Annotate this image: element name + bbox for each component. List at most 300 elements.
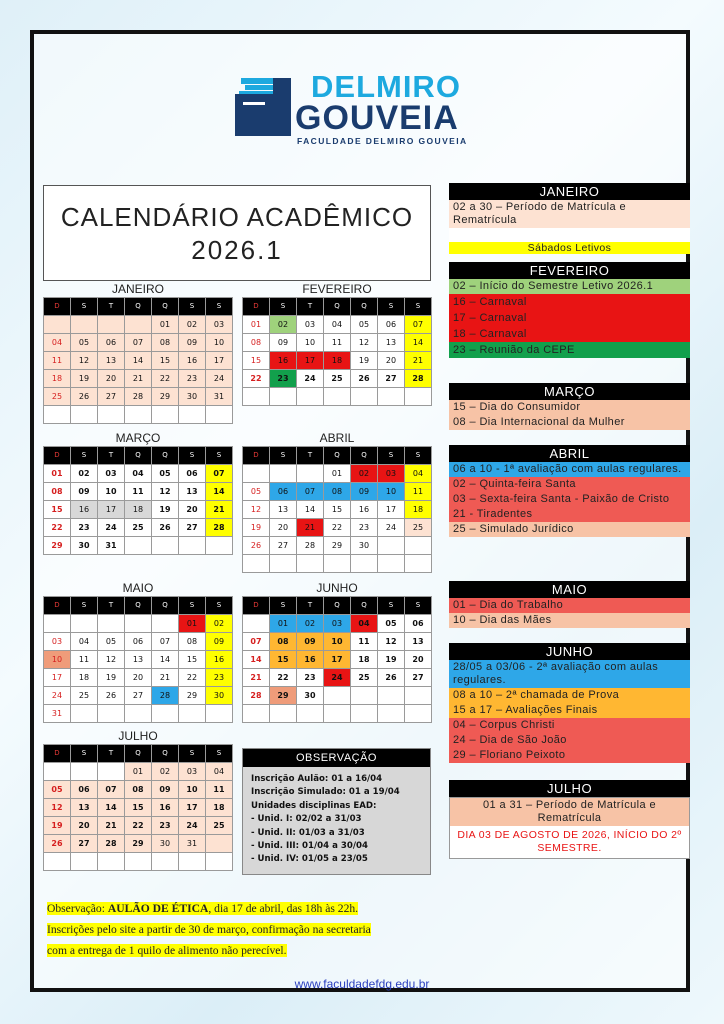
calendar-day: 01 bbox=[44, 465, 71, 483]
calendar-day: 03 bbox=[179, 763, 206, 781]
calendar-empty-cell bbox=[270, 555, 297, 573]
weekday-header: Q bbox=[152, 298, 179, 316]
calendar-day: 24 bbox=[297, 370, 324, 388]
logo-subtitle: FACULDADE DELMIRO GOUVEIA bbox=[297, 136, 468, 146]
calendar-day: 13 bbox=[179, 483, 206, 501]
event-item: 24 – Dia de São João bbox=[449, 733, 690, 748]
calendar-empty-cell bbox=[378, 537, 405, 555]
month-name: JANEIRO bbox=[111, 282, 164, 296]
weekday-header: S bbox=[206, 447, 233, 465]
calendar-day: 31 bbox=[44, 705, 71, 723]
event-item: 06 a 10 - 1ª avaliação com aulas regulares. bbox=[449, 462, 690, 477]
calendar-empty-cell bbox=[243, 388, 270, 406]
calendar-empty-cell bbox=[71, 316, 98, 334]
logo-title-1: DELMIRO bbox=[311, 69, 461, 104]
calendar-day: 19 bbox=[44, 817, 71, 835]
calendar-empty-cell bbox=[206, 537, 233, 555]
calendar-day: 06 bbox=[125, 633, 152, 651]
calendar-day: 02 bbox=[351, 465, 378, 483]
events-julho bbox=[449, 780, 690, 859]
weekday-header: Q bbox=[351, 447, 378, 465]
calendar-day: 22 bbox=[44, 519, 71, 537]
calendar-day: 26 bbox=[44, 835, 71, 853]
calendar-day: 22 bbox=[324, 519, 351, 537]
calendar-day: 24 bbox=[44, 687, 71, 705]
event-item: 02 a 30 – Período de Matrícula e Rematrícula bbox=[449, 200, 690, 228]
calendar-day: 14 bbox=[243, 651, 270, 669]
calendar-day: 27 bbox=[270, 537, 297, 555]
calendar-day: 14 bbox=[297, 501, 324, 519]
weekday-header: D bbox=[44, 597, 71, 615]
calendar-day: 20 bbox=[71, 817, 98, 835]
weekday-header: Q bbox=[125, 447, 152, 465]
calendar-day: 06 bbox=[378, 316, 405, 334]
calendar-day: 11 bbox=[71, 651, 98, 669]
calendar-day: 25 bbox=[71, 687, 98, 705]
calendar-day: 16 bbox=[270, 352, 297, 370]
calendar-empty-cell bbox=[71, 615, 98, 633]
event-item: 29 – Floriano Peixoto bbox=[449, 748, 690, 763]
calendar-day: 02 bbox=[179, 316, 206, 334]
calendar-day: 19 bbox=[71, 370, 98, 388]
event-item: 21 - Tiradentes bbox=[449, 507, 690, 522]
calendar-day: 27 bbox=[98, 388, 125, 406]
page-subtitle: 2026.1 bbox=[191, 235, 283, 265]
calendar-day: 10 bbox=[206, 334, 233, 352]
calendar-empty-cell bbox=[351, 705, 378, 723]
calendar-day: 14 bbox=[152, 651, 179, 669]
weekday-header: Q bbox=[125, 597, 152, 615]
calendar-day: 05 bbox=[71, 334, 98, 352]
calendar-day: 12 bbox=[98, 651, 125, 669]
calendar-day: 25 bbox=[351, 669, 378, 687]
calendar-day: 20 bbox=[179, 501, 206, 519]
calendar-day: 24 bbox=[98, 519, 125, 537]
event-item: 15 – Dia do Consumidor bbox=[449, 400, 690, 415]
calendar-day: 09 bbox=[206, 633, 233, 651]
calendar-day: 27 bbox=[378, 370, 405, 388]
calendar-empty-cell bbox=[98, 316, 125, 334]
calendar-empty-cell bbox=[270, 388, 297, 406]
weekday-header: D bbox=[243, 597, 270, 615]
calendar-day: 06 bbox=[98, 334, 125, 352]
calendar-day: 14 bbox=[405, 334, 432, 352]
calendar-marco bbox=[43, 430, 233, 555]
weekday-header: T bbox=[297, 447, 324, 465]
events-junho bbox=[449, 643, 690, 763]
calendar-empty-cell bbox=[243, 705, 270, 723]
calendar-day: 11 bbox=[405, 483, 432, 501]
calendar-empty-cell bbox=[270, 465, 297, 483]
calendar-empty-cell bbox=[44, 763, 71, 781]
calendar-day: 07 bbox=[125, 334, 152, 352]
calendar-day: 09 bbox=[351, 483, 378, 501]
events-marco bbox=[449, 383, 690, 430]
calendar-day: 10 bbox=[378, 483, 405, 501]
website-link[interactable]: www.faculdadefdg.edu.br bbox=[294, 977, 430, 991]
weekday-header: D bbox=[243, 298, 270, 316]
calendar-day: 17 bbox=[44, 669, 71, 687]
calendar-julho bbox=[43, 728, 233, 871]
calendar-empty-cell bbox=[270, 705, 297, 723]
calendar-day: 17 bbox=[179, 799, 206, 817]
aulao-note bbox=[47, 898, 387, 961]
calendar-day: 04 bbox=[125, 465, 152, 483]
calendar-day: 18 bbox=[405, 501, 432, 519]
calendar-day: 28 bbox=[152, 687, 179, 705]
month-grid bbox=[43, 744, 233, 871]
events-header: JULHO bbox=[449, 780, 690, 797]
calendar-day: 02 bbox=[270, 316, 297, 334]
note-prefix: Observação: bbox=[47, 902, 108, 915]
weekday-header: S bbox=[405, 447, 432, 465]
calendar-empty-cell bbox=[98, 705, 125, 723]
calendar-day: 10 bbox=[98, 483, 125, 501]
calendar-day: 22 bbox=[152, 370, 179, 388]
calendar-day: 09 bbox=[152, 781, 179, 799]
calendar-day: 25 bbox=[324, 370, 351, 388]
calendar-day: 29 bbox=[179, 687, 206, 705]
events-header: JANEIRO bbox=[449, 183, 690, 200]
weekday-header: S bbox=[71, 597, 98, 615]
calendar-day: 19 bbox=[243, 519, 270, 537]
calendar-day: 07 bbox=[243, 633, 270, 651]
event-item: 18 – Carnaval bbox=[449, 326, 690, 342]
event-item: 15 a 17 – Avaliações Finais bbox=[449, 703, 690, 718]
calendar-day: 05 bbox=[351, 316, 378, 334]
calendar-day: 03 bbox=[98, 465, 125, 483]
events-header: JUNHO bbox=[449, 643, 690, 660]
calendar-empty-cell bbox=[206, 853, 233, 871]
weekday-header: S bbox=[378, 298, 405, 316]
calendar-day: 21 bbox=[98, 817, 125, 835]
calendar-day: 06 bbox=[270, 483, 297, 501]
events-janeiro bbox=[449, 183, 690, 254]
month-name: JUNHO bbox=[316, 581, 358, 595]
calendar-empty-cell bbox=[179, 406, 206, 424]
calendar-day: 12 bbox=[44, 799, 71, 817]
calendar-day: 13 bbox=[71, 799, 98, 817]
calendar-empty-cell bbox=[206, 835, 233, 853]
calendar-day: 15 bbox=[125, 799, 152, 817]
calendar-empty-cell bbox=[125, 705, 152, 723]
calendar-day: 01 bbox=[243, 316, 270, 334]
calendar-day: 30 bbox=[152, 835, 179, 853]
calendar-day: 26 bbox=[98, 687, 125, 705]
calendar-day: 25 bbox=[125, 519, 152, 537]
weekday-header: Q bbox=[324, 298, 351, 316]
calendar-day: 16 bbox=[71, 501, 98, 519]
events-header: ABRIL bbox=[449, 445, 690, 462]
calendar-day: 21 bbox=[206, 501, 233, 519]
calendar-day: 05 bbox=[243, 483, 270, 501]
calendar-empty-cell bbox=[351, 388, 378, 406]
calendar-empty-cell bbox=[297, 388, 324, 406]
calendar-day: 01 bbox=[324, 465, 351, 483]
calendar-day: 20 bbox=[378, 352, 405, 370]
calendar-empty-cell bbox=[243, 555, 270, 573]
events-header: MARÇO bbox=[449, 383, 690, 400]
calendar-day: 14 bbox=[98, 799, 125, 817]
calendar-day: 06 bbox=[179, 465, 206, 483]
calendar-empty-cell bbox=[297, 465, 324, 483]
calendar-day: 17 bbox=[378, 501, 405, 519]
calendar-day: 08 bbox=[179, 633, 206, 651]
calendar-day: 24 bbox=[324, 669, 351, 687]
weekday-header: T bbox=[297, 597, 324, 615]
calendar-day: 09 bbox=[179, 334, 206, 352]
calendar-day: 16 bbox=[206, 651, 233, 669]
event-item: 10 – Dia das Mães bbox=[449, 613, 690, 628]
weekday-header: S bbox=[405, 298, 432, 316]
calendar-day: 06 bbox=[405, 615, 432, 633]
logo bbox=[233, 70, 493, 148]
calendar-day: 24 bbox=[179, 817, 206, 835]
calendar-day: 21 bbox=[125, 370, 152, 388]
calendar-day: 25 bbox=[44, 388, 71, 406]
calendar-day: 14 bbox=[206, 483, 233, 501]
calendar-day: 24 bbox=[378, 519, 405, 537]
weekday-header: Q bbox=[125, 298, 152, 316]
observation-line: - Unid. III: 01/04 a 30/04 bbox=[251, 841, 368, 852]
calendar-empty-cell bbox=[71, 763, 98, 781]
calendar-day: 12 bbox=[378, 633, 405, 651]
event-item: 02 – Início do Semestre Letivo 2026.1 bbox=[449, 279, 690, 294]
calendar-day: 21 bbox=[243, 669, 270, 687]
calendar-day: 19 bbox=[351, 352, 378, 370]
calendar-empty-cell bbox=[378, 388, 405, 406]
calendar-day: 23 bbox=[152, 817, 179, 835]
weekday-header: S bbox=[378, 447, 405, 465]
calendar-day: 20 bbox=[405, 651, 432, 669]
calendar-day: 28 bbox=[405, 370, 432, 388]
calendar-day: 09 bbox=[270, 334, 297, 352]
calendar-day: 04 bbox=[44, 334, 71, 352]
events-fevereiro bbox=[449, 262, 690, 358]
calendar-day: 01 bbox=[270, 615, 297, 633]
observation-line: - Unid. I: 02/02 a 31/03 bbox=[251, 814, 362, 825]
calendar-empty-cell bbox=[206, 406, 233, 424]
calendar-day: 23 bbox=[179, 370, 206, 388]
weekday-header: Q bbox=[125, 745, 152, 763]
calendar-empty-cell bbox=[152, 853, 179, 871]
month-grid bbox=[43, 297, 233, 424]
calendar-day: 26 bbox=[378, 669, 405, 687]
calendar-day: 16 bbox=[351, 501, 378, 519]
calendar-day: 16 bbox=[179, 352, 206, 370]
event-item: 17 – Carnaval bbox=[449, 310, 690, 326]
calendar-day: 21 bbox=[297, 519, 324, 537]
calendar-day: 23 bbox=[71, 519, 98, 537]
month-grid bbox=[242, 297, 432, 406]
calendar-day: 23 bbox=[206, 669, 233, 687]
calendar-day: 25 bbox=[405, 519, 432, 537]
calendar-day: 06 bbox=[71, 781, 98, 799]
calendar-day: 30 bbox=[71, 537, 98, 555]
calendar-empty-cell bbox=[297, 705, 324, 723]
calendar-day: 29 bbox=[44, 537, 71, 555]
weekday-header: S bbox=[71, 298, 98, 316]
calendar-empty-cell bbox=[98, 406, 125, 424]
event-item: 04 – Corpus Christi bbox=[449, 718, 690, 733]
month-name: ABRIL bbox=[319, 431, 355, 445]
calendar-day: 12 bbox=[351, 334, 378, 352]
calendar-day: 08 bbox=[243, 334, 270, 352]
calendar-empty-cell bbox=[243, 465, 270, 483]
calendar-day: 28 bbox=[297, 537, 324, 555]
weekday-header: S bbox=[378, 597, 405, 615]
calendar-empty-cell bbox=[125, 853, 152, 871]
calendar-day: 18 bbox=[206, 799, 233, 817]
calendar-day: 04 bbox=[405, 465, 432, 483]
calendar-empty-cell bbox=[152, 705, 179, 723]
calendar-empty-cell bbox=[324, 687, 351, 705]
calendar-day: 20 bbox=[98, 370, 125, 388]
calendar-day: 28 bbox=[243, 687, 270, 705]
calendar-day: 03 bbox=[297, 316, 324, 334]
calendar-empty-cell bbox=[125, 537, 152, 555]
calendar-maio bbox=[43, 580, 233, 723]
calendar-day: 11 bbox=[44, 352, 71, 370]
calendar-day: 10 bbox=[324, 633, 351, 651]
calendar-empty-cell bbox=[152, 537, 179, 555]
weekday-header: S bbox=[71, 745, 98, 763]
event-item: 01 – Dia do Trabalho bbox=[449, 598, 690, 613]
observation-line: - Unid. IV: 01/05 a 23/05 bbox=[251, 854, 368, 865]
calendar-day: 22 bbox=[125, 817, 152, 835]
calendar-empty-cell bbox=[324, 705, 351, 723]
calendar-day: 07 bbox=[98, 781, 125, 799]
calendar-empty-cell bbox=[98, 615, 125, 633]
event-item: 25 – Simulado Jurídico bbox=[449, 522, 690, 537]
calendar-day: 11 bbox=[351, 633, 378, 651]
calendar-day: 09 bbox=[297, 633, 324, 651]
calendar-day: 18 bbox=[351, 651, 378, 669]
calendar-day: 08 bbox=[152, 334, 179, 352]
calendar-empty-cell bbox=[179, 853, 206, 871]
calendar-empty-cell bbox=[297, 555, 324, 573]
calendar-day: 11 bbox=[125, 483, 152, 501]
weekday-header: T bbox=[297, 298, 324, 316]
calendar-day: 18 bbox=[44, 370, 71, 388]
calendar-junho bbox=[242, 580, 432, 723]
weekday-header: D bbox=[44, 447, 71, 465]
calendar-day: 15 bbox=[44, 501, 71, 519]
calendar-day: 07 bbox=[152, 633, 179, 651]
calendar-empty-cell bbox=[405, 705, 432, 723]
calendar-day: 02 bbox=[206, 615, 233, 633]
calendar-day: 08 bbox=[270, 633, 297, 651]
calendar-empty-cell bbox=[351, 555, 378, 573]
calendar-day: 23 bbox=[297, 669, 324, 687]
calendar-day: 13 bbox=[378, 334, 405, 352]
month-name: MAIO bbox=[122, 581, 154, 595]
calendar-empty-cell bbox=[405, 555, 432, 573]
weekday-header: S bbox=[206, 298, 233, 316]
calendar-empty-cell bbox=[152, 615, 179, 633]
calendar-day: 15 bbox=[179, 651, 206, 669]
calendar-day: 01 bbox=[152, 316, 179, 334]
calendar-day: 16 bbox=[297, 651, 324, 669]
observation-line: - Unid. II: 01/03 a 31/03 bbox=[251, 827, 365, 838]
weekday-header: Q bbox=[152, 447, 179, 465]
calendar-empty-cell bbox=[71, 406, 98, 424]
calendar-day: 29 bbox=[270, 687, 297, 705]
calendar-empty-cell bbox=[44, 316, 71, 334]
calendar-empty-cell bbox=[152, 406, 179, 424]
calendar-day: 02 bbox=[297, 615, 324, 633]
calendar-day: 17 bbox=[324, 651, 351, 669]
calendar-day: 23 bbox=[270, 370, 297, 388]
weekday-header: T bbox=[98, 745, 125, 763]
calendar-day: 22 bbox=[243, 370, 270, 388]
note-highlight: AULÃO DE ÉTICA bbox=[107, 902, 209, 915]
event-item: 23 – Reunião da CEPE bbox=[449, 342, 690, 358]
calendar-day: 22 bbox=[179, 669, 206, 687]
calendar-day: 22 bbox=[270, 669, 297, 687]
calendar-empty-cell bbox=[125, 406, 152, 424]
calendar-empty-cell bbox=[71, 705, 98, 723]
calendar-empty-cell bbox=[351, 687, 378, 705]
calendar-day: 29 bbox=[152, 388, 179, 406]
calendar-empty-cell bbox=[98, 763, 125, 781]
calendar-empty-cell bbox=[44, 853, 71, 871]
calendar-day: 12 bbox=[243, 501, 270, 519]
weekday-header: S bbox=[71, 447, 98, 465]
calendar-janeiro bbox=[43, 281, 233, 424]
weekday-header: T bbox=[98, 597, 125, 615]
calendar-empty-cell bbox=[243, 615, 270, 633]
calendar-day: 13 bbox=[405, 633, 432, 651]
calendar-day: 31 bbox=[98, 537, 125, 555]
calendar-day: 11 bbox=[206, 781, 233, 799]
calendar-day: 14 bbox=[125, 352, 152, 370]
weekday-header: Q bbox=[324, 597, 351, 615]
calendar-day: 27 bbox=[71, 835, 98, 853]
weekday-header: S bbox=[179, 745, 206, 763]
calendar-day: 04 bbox=[206, 763, 233, 781]
weekday-header: Q bbox=[324, 447, 351, 465]
calendar-empty-cell bbox=[44, 615, 71, 633]
calendar-day: 20 bbox=[270, 519, 297, 537]
calendar-day: 20 bbox=[125, 669, 152, 687]
calendar-day: 30 bbox=[297, 687, 324, 705]
calendar-day: 13 bbox=[98, 352, 125, 370]
calendar-day: 30 bbox=[351, 537, 378, 555]
observation-line: Inscrição Aulão: 01 a 16/04 bbox=[251, 774, 383, 784]
calendar-empty-cell bbox=[405, 537, 432, 555]
calendar-day: 19 bbox=[98, 669, 125, 687]
calendar-day: 09 bbox=[71, 483, 98, 501]
calendar-abril bbox=[242, 430, 432, 573]
calendar-day: 25 bbox=[206, 817, 233, 835]
calendar-empty-cell bbox=[71, 853, 98, 871]
calendar-day: 16 bbox=[152, 799, 179, 817]
book-logo-icon bbox=[233, 72, 295, 138]
calendar-empty-cell bbox=[378, 555, 405, 573]
calendar-day: 21 bbox=[405, 352, 432, 370]
observation-line: Unidades disciplinas EAD: bbox=[251, 800, 377, 811]
calendar-day: 03 bbox=[44, 633, 71, 651]
event-item: 28/05 a 03/06 - 2ª avaliação com aulas regulares. bbox=[449, 660, 690, 688]
calendar-day: 26 bbox=[71, 388, 98, 406]
calendar-day: 31 bbox=[179, 835, 206, 853]
month-name: MARÇO bbox=[115, 431, 161, 445]
event-item: 16 – Carnaval bbox=[449, 294, 690, 310]
calendar-day: 23 bbox=[351, 519, 378, 537]
month-grid bbox=[242, 596, 432, 723]
calendar-day: 05 bbox=[98, 633, 125, 651]
